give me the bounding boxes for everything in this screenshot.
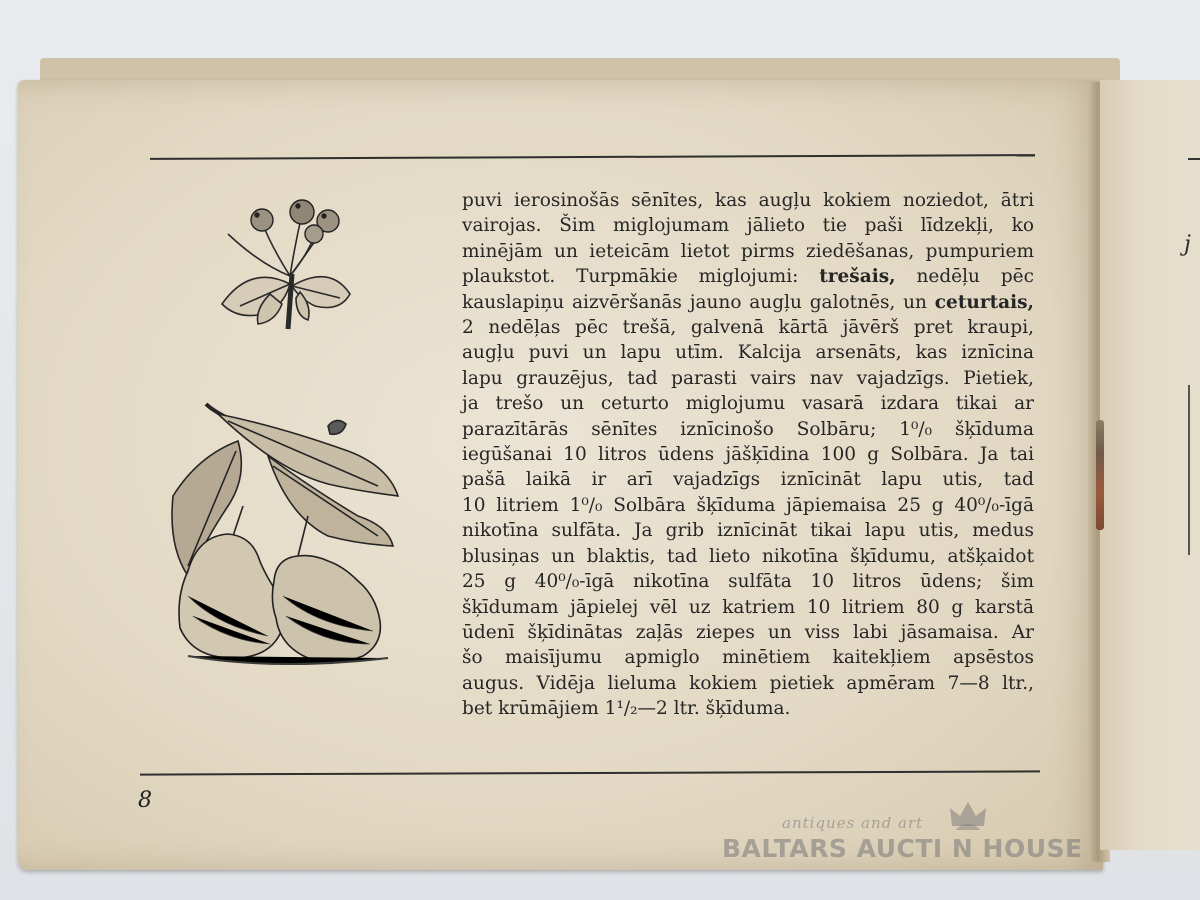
text-line: iegūšanai 10 litros ūdens jāšķīdina 100 g Solbāra. Ja tai <box>462 444 1034 466</box>
page-number: 8 <box>138 788 152 813</box>
text-line: augļu puvi un lapu utīm. Kalcija arsenāts, kas iznīcina <box>462 342 1034 364</box>
body-text <box>462 188 1034 722</box>
right-page-letter: j <box>1184 232 1191 257</box>
right-page <box>1100 80 1200 850</box>
text-line: parazītārās sēnītes iznīcinošo Solbāru; 1⁰/₀ šķīduma <box>462 418 1034 440</box>
text-line: 10 litriem 1⁰/₀ Solbāra šķīduma jāpiemaisa 25 g 40⁰/₀-īgā <box>462 494 1034 516</box>
text-line: minējām un ieteicām lietot pirms ziedēšanas, pumpuriem <box>462 240 1034 262</box>
text-line: ja trešo un ceturto miglojumu vasarā izdara tikai ar <box>462 393 1034 415</box>
text-line-with-bold: kauslapiņu aizvēršanās jauno augļu galotnēs, un ceturtais, <box>462 291 1034 313</box>
bold-term: trešais, <box>819 266 896 288</box>
text-line: šo maisījumu apmiglo minētiem kaitekļiem apsēstos <box>462 647 1034 669</box>
text-line: pašā laikā ir arī vajadzīgs iznīcināt lapu utis, tad <box>462 469 1034 491</box>
apple-blossom-branch-icon <box>200 194 365 334</box>
text-line: vairojas. Šim miglojumam jālieto tie paši līdzekļi, ko <box>462 215 1034 237</box>
text-line-with-bold: plaukstot. Turpmākie miglojumi: trešais, nedēļu pēc <box>462 266 1034 288</box>
text-line: augus. Vidēja lieluma kokiem pietiek apmēram 7—8 ltr., <box>462 672 1034 694</box>
binding-staple <box>1096 420 1104 530</box>
watermark-subtitle: antiques and art <box>782 814 924 832</box>
right-page-rule <box>1188 158 1200 160</box>
text-line: 2 nedēļas pēc trešā, galvenā kārtā jāvērš pret kraupi, <box>462 317 1034 339</box>
text-line: ūdenī šķīdinātas zaļās ziepes un viss labi jāsamaisa. Ar <box>462 621 1034 643</box>
text-line: nikotīna sulfāta. Ja grib iznīcināt tikai lapu utis, medus <box>462 520 1034 542</box>
text-line: blusiņas un blaktis, tad lieto nikotīna šķīdumu, atšķaidot <box>462 545 1034 567</box>
pears-with-leaves-icon <box>158 396 408 676</box>
text-line: lapu grauzējus, tad parasti vairs nav vajadzīgs. Pietiek, <box>462 367 1034 389</box>
watermark-title: BALTARS AUCTI N HOUSE <box>722 834 1083 863</box>
right-page-box-edge <box>1188 385 1200 555</box>
text-line: 25 g 40⁰/₀-īgā nikotīna sulfāta 10 litros ūdens; šim <box>462 571 1034 593</box>
text-line: šķīdumam jāpielej vēl uz katriem 10 litriem 80 g karstā <box>462 596 1034 618</box>
crown-icon <box>948 800 988 830</box>
bold-term: ceturtais, <box>934 291 1034 313</box>
text-line: puvi ierosinošās sēnītes, kas augļu kokiem noziedot, ātri <box>462 190 1034 211</box>
text-line: bet krūmājiem 1¹/₂—2 ltr. šķīduma. <box>462 698 791 720</box>
watermark <box>722 808 1122 868</box>
